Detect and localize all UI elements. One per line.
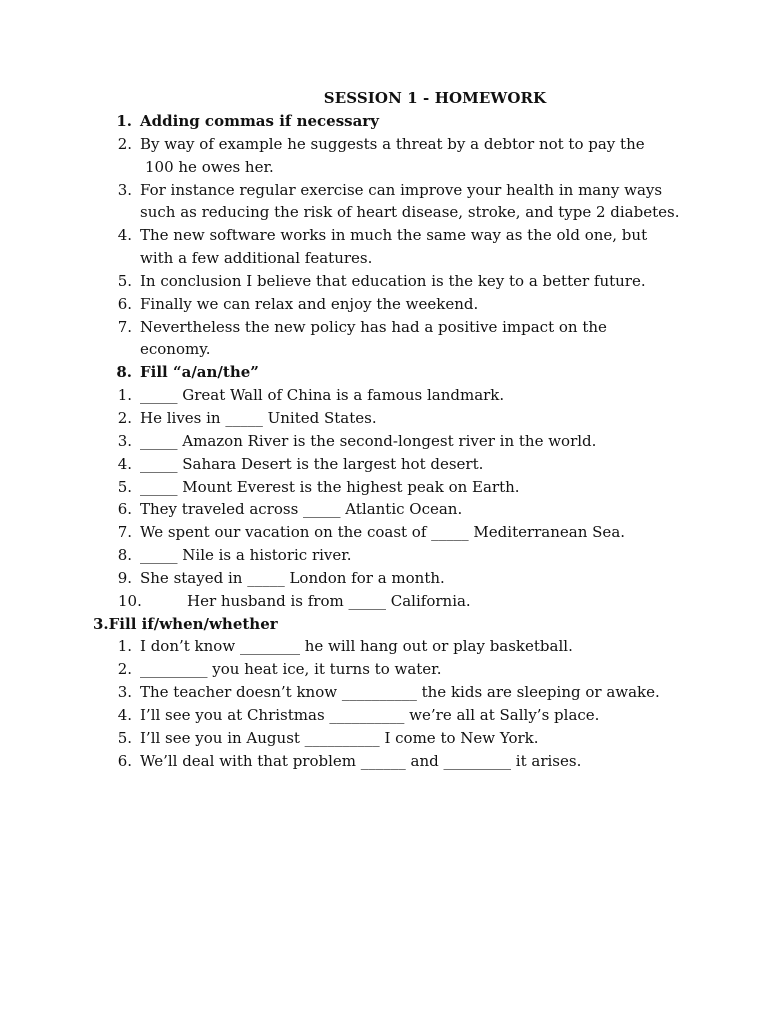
list-item: [0, 384, 768, 407]
list-number: 3.: [117, 683, 132, 702]
list-number: 3.: [117, 431, 132, 450]
list-item-continuation: [0, 338, 768, 361]
list-number: 2.: [117, 660, 132, 679]
list-number: 10.: [118, 591, 142, 610]
list-number: 1.: [117, 386, 132, 405]
list-item: [0, 293, 768, 316]
list-item: [0, 521, 768, 544]
list-item-text: with a few additional features.: [140, 249, 373, 268]
list-number: 5.: [117, 271, 132, 290]
list-item: [0, 658, 768, 681]
list-item-text: economy.: [140, 340, 211, 359]
list-number: 6.: [117, 294, 132, 313]
list-item: [0, 270, 768, 293]
list-number: 5.: [117, 728, 132, 747]
section-heading-text: 3.Fill if/when/whether: [93, 614, 278, 633]
list-item-text: For instance regular exercise can improve your health in many ways: [140, 180, 663, 199]
list-item-continuation: [0, 247, 768, 270]
list-item-text: _____ Great Wall of China is a famous landmark.: [140, 386, 505, 405]
list-number: 8.: [116, 363, 132, 382]
list-item-text: We spent our vacation on the coast of _____ Mediterranean Sea.: [140, 523, 626, 542]
list-item-text: Finally we can relax and enjoy the weekend.: [140, 294, 479, 313]
section-heading-commas: [0, 110, 768, 133]
list-item-text: _________ you heat ice, it turns to water.: [140, 660, 442, 679]
list-item: [0, 567, 768, 590]
list-item: [0, 430, 768, 453]
list-item: [0, 133, 768, 156]
list-number: 1.: [117, 637, 132, 656]
section-heading-text: Fill “a/an/the”: [140, 363, 259, 382]
list-item: [0, 544, 768, 567]
list-item: [0, 750, 768, 773]
list-item-text: She stayed in _____ London for a month.: [140, 568, 445, 587]
list-item-continuation: [0, 156, 768, 179]
list-item-text: Her husband is from _____ California.: [187, 591, 471, 610]
list-item-text: I’ll see you at Christmas __________ we’re all at Sally’s place.: [140, 705, 600, 724]
page-title: SESSION 1 - HOMEWORK: [323, 89, 547, 107]
list-item-text: He lives in _____ United States.: [140, 408, 377, 427]
list-number: 6.: [117, 751, 132, 770]
list-item: [0, 453, 768, 476]
list-item-text: _____ Nile is a historic river.: [140, 546, 352, 565]
list-number: 1.: [116, 112, 132, 130]
list-item-text: 100 he owes her.: [145, 157, 274, 176]
list-item: [0, 179, 768, 202]
list-item-text: I’ll see you in August __________ I come to New York.: [140, 728, 539, 747]
list-item-text: The new software works in much the same way as the old one, but: [140, 226, 648, 245]
list-item-text: In conclusion I believe that education is the key to a better future.: [140, 271, 646, 290]
list-number: 7.: [117, 523, 132, 542]
list-item: [0, 590, 768, 613]
list-item: [0, 316, 768, 339]
list-item-text: By way of example he suggests a threat by a debtor not to pay the: [140, 134, 645, 153]
list-item: [0, 704, 768, 727]
list-item-continuation: [0, 201, 768, 224]
list-item-text: We’ll deal with that problem ______ and _________ it arises.: [140, 751, 582, 770]
list-number: 6.: [117, 500, 132, 519]
list-number: 4.: [117, 705, 132, 724]
list-item: [0, 727, 768, 750]
list-item: [0, 681, 768, 704]
list-number: 2.: [117, 134, 132, 153]
list-item: [0, 224, 768, 247]
list-item: [0, 498, 768, 521]
section-heading-text: Adding commas if necessary: [140, 112, 379, 130]
list-number: 4.: [117, 454, 132, 473]
list-number: 8.: [117, 546, 132, 565]
list-item: [0, 407, 768, 430]
list-item-text: such as reducing the risk of heart disease, stroke, and type 2 diabetes.: [140, 203, 680, 222]
list-number: 2.: [117, 408, 132, 427]
list-number: 9.: [117, 568, 132, 587]
list-number: 3.: [117, 180, 132, 199]
list-item-text: Nevertheless the new policy has had a positive impact on the: [140, 317, 607, 336]
section-heading-if-when-whether: [0, 613, 768, 636]
list-item-text: The teacher doesn’t know __________ the kids are sleeping or awake.: [140, 683, 660, 702]
list-item-text: I don’t know ________ he will hang out or play basketball.: [140, 637, 573, 656]
list-number: 5.: [117, 477, 132, 496]
section-heading-articles: [0, 361, 768, 384]
list-item-text: _____ Sahara Desert is the largest hot desert.: [140, 454, 484, 473]
list-item-text: _____ Mount Everest is the highest peak on Earth.: [140, 477, 520, 496]
list-item: [0, 635, 768, 658]
list-number: 7.: [117, 317, 132, 336]
list-item: [0, 476, 768, 499]
list-number: 4.: [117, 226, 132, 245]
list-item-text: _____ Amazon River is the second-longest river in the world.: [140, 431, 597, 450]
homework-content: [0, 110, 768, 772]
list-item-text: They traveled across _____ Atlantic Ocean.: [140, 500, 463, 519]
